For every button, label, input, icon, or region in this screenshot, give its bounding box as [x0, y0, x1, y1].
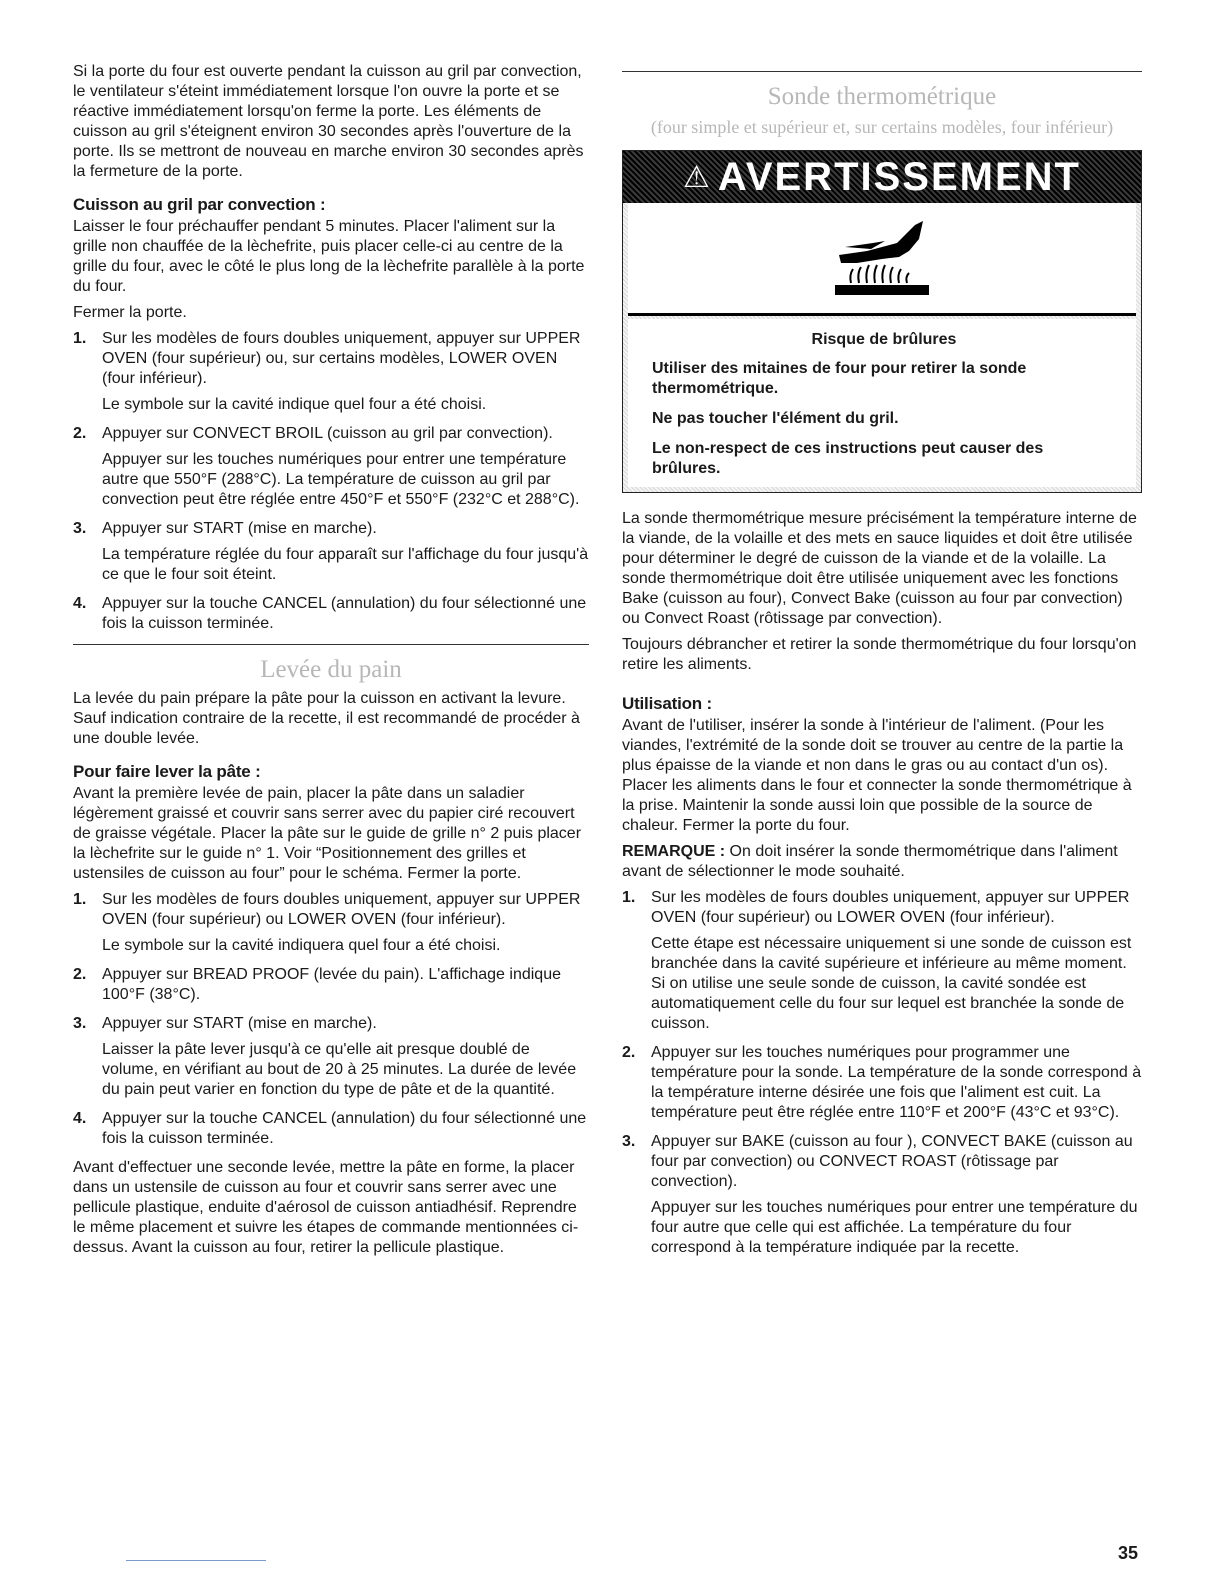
- step-number: 2.: [73, 425, 87, 442]
- list-item: [73, 519, 589, 585]
- warning-pictogram: [628, 203, 1136, 316]
- warning-banner-label: AVERTISSEMENT: [717, 154, 1081, 199]
- probe-title: Sonde thermométrique: [767, 83, 997, 110]
- step-subtext: Le symbole sur la cavité indiquera quel four a été choisi.: [102, 937, 501, 954]
- list-item: [73, 424, 589, 510]
- step-subtext: Cette étape est nécessaire uniquement si une sonde de cuisson est branchée dans la cavité supérieure et inférieure au même moment. Si on utilise une seule sonde de cuisson, la cavité sondée est automatiquement celle du four sur lequel est branchée la sonde de cuisson.: [651, 935, 1132, 1032]
- step-number: 4.: [73, 1110, 87, 1127]
- list-item: [73, 1014, 589, 1100]
- intro-paragraph: Si la porte du four est ouverte pendant la cuisson au gril par convection, le ventilateur s'éteint immédiatement lorsque l'on ouvre la porte et se réactive immédiatement lorsqu'on ferme la porte. Les éléments de cuisson au gril s'éteignent environ 30 secondes après l'ouverture de la porte. Ils se mettront de nouveau en marche environ 30 secondes après la fermeture de la porte.: [73, 63, 584, 180]
- step-subtext: Laisser la pâte lever jusqu'à ce qu'elle ait presque doublé de volume, en vérifiant au bout de 20 à 25 minutes. La durée de levée du pain peut varier en fonction du type de pâte et de la quantité.: [102, 1041, 577, 1098]
- warning-line: Ne pas toucher l'élément du gril.: [652, 410, 899, 427]
- step-number: 1.: [622, 889, 636, 906]
- step-number: 3.: [73, 520, 87, 537]
- section-divider: [622, 71, 1142, 72]
- step-number: 3.: [73, 1015, 87, 1032]
- remark-text: On doit insérer la sonde thermométrique dans l'aliment avant de sélectionner le mode souhaité.: [622, 843, 1118, 880]
- step-number: 1.: [73, 330, 87, 347]
- list-item: [622, 888, 1142, 1034]
- step-number: 2.: [622, 1044, 636, 1061]
- warning-risk-heading: Risque de brûlures: [811, 331, 957, 348]
- section-divider: [73, 644, 589, 645]
- bread-intro-paragraph: La levée du pain prépare la pâte pour la cuisson en activant la levure. Sauf indication contraire de la recette, il est recommandé de procéder à une double levée.: [73, 690, 580, 747]
- warning-line: Le non-respect de ces instructions peut causer des brûlures.: [652, 440, 1044, 477]
- step-text: Appuyer sur BAKE (cuisson au four ), CONVECT BAKE (cuisson au four par convection) ou CONVECT ROAST (rôtissage par convection).: [651, 1133, 1133, 1190]
- list-item: [73, 329, 589, 415]
- step-text: Sur les modèles de fours doubles uniquement, appuyer sur UPPER OVEN (four supérieur) ou, sur certains modèles, LOWER OVEN (four inférieur).: [102, 330, 581, 387]
- use-heading: Utilisation :: [622, 694, 712, 713]
- probe-paragraph: La sonde thermométrique mesure précisément la température interne de la viande, de la volaille et des mets en sauce liquides et doit être utilisée pour déterminer le degré de cuisson de la viande et de la volaille. La sonde thermométrique doit être utilisée uniquement avec les fonctions Bake (cuisson au four), Convect Bake (cuisson au four par convection) ou Convect Roast (rôtissage par convection).: [622, 510, 1137, 627]
- close-door-paragraph: Fermer la porte.: [73, 304, 187, 321]
- probe-subtitle: (four simple et supérieur et, sur certains modèles, four inférieur): [650, 117, 1114, 137]
- step-subtext: La température réglée du four apparaît sur l'affichage du four jusqu'à ce que le four soit éteint.: [102, 546, 589, 583]
- burn-hazard-icon: [827, 213, 937, 303]
- use-steps: [622, 888, 1142, 1258]
- step-text: Appuyer sur CONVECT BROIL (cuisson au gril par convection).: [102, 425, 553, 442]
- step-subtext: Le symbole sur la cavité indique quel four a été choisi.: [102, 396, 487, 413]
- left-column: [73, 62, 589, 1258]
- warning-text-area: [628, 319, 1136, 487]
- convect-broil-heading: Cuisson au gril par convection :: [73, 195, 326, 214]
- probe-paragraph: Toujours débrancher et retirer la sonde thermométrique du four lorsqu'on retire les aliments.: [622, 636, 1137, 673]
- bread-proof-paragraph: Avant la première levée de pain, placer la pâte dans un saladier légèrement graissé et couvrir sans serrer avec du papier ciré recouvert de graisse végétale. Placer la pâte sur le guide de grille n° 2 puis placer la lèchefrite sur le guide n° 1. Voir “Positionnement des grilles et ustensiles de cuisson au four” pour le schéma. Fermer la porte.: [73, 785, 582, 882]
- step-text: Appuyer sur START (mise en marche).: [102, 520, 377, 537]
- step-number: 1.: [73, 891, 87, 908]
- bread-proof-steps: [73, 890, 589, 1149]
- page-number: 35: [1118, 1543, 1139, 1563]
- use-paragraph: Avant de l'utiliser, insérer la sonde à l'intérieur de l'aliment. (Pour les viandes, l'extrémité de la sonde doit se trouver au centre de la partie la plus épaisse de la viande et non dans le gras ou au contact d'un os). Placer les aliments dans le four et connecter la sonde thermométrique à la prise. Maintenir la sonde aussi loin que possible de la source de chaleur. Fermer la porte du four.: [622, 717, 1132, 834]
- step-text: Appuyer sur START (mise en marche).: [102, 1015, 377, 1032]
- warning-line: Utiliser des mitaines de four pour retirer la sonde thermométrique.: [652, 360, 1027, 397]
- step-text: Appuyer sur les touches numériques pour programmer une température pour la sonde. La température de la sonde correspond à la température interne désirée une fois que l'aliment est cuit. La température peut être réglée entre 110°F et 200°F (43°C et 93°C).: [651, 1044, 1142, 1121]
- step-text: Appuyer sur la touche CANCEL (annulation) du four sélectionné une fois la cuisson terminée.: [102, 1110, 587, 1147]
- warning-banner: [623, 151, 1141, 203]
- step-text: Appuyer sur la touche CANCEL (annulation) du four sélectionné une fois la cuisson terminée.: [102, 595, 587, 632]
- convect-broil-paragraph: Laisser le four préchauffer pendant 5 minutes. Placer l'aliment sur la grille non chauffée de la lèchefrite, puis placer celle-ci au centre de la grille du four, avec le côté le plus long de la lèchefrite parallèle à la porte du four.: [73, 218, 585, 295]
- step-subtext: Appuyer sur les touches numériques pour entrer une température du four autre que celle qui est affichée. La température du four correspond à la température indiquée par la recette.: [651, 1199, 1138, 1256]
- step-subtext: Appuyer sur les touches numériques pour entrer une température autre que 550°F (288°C). La température de cuisson au gril par convection peut être réglée entre 450°F et 550°F (232°C et 288°C).: [102, 451, 580, 508]
- step-text: Appuyer sur BREAD PROOF (levée du pain). L'affichage indique 100°F (38°C).: [102, 966, 561, 1003]
- list-item: [73, 1109, 589, 1149]
- step-text: Sur les modèles de fours doubles uniquement, appuyer sur UPPER OVEN (four supérieur) ou LOWER OVEN (four inférieur).: [651, 889, 1130, 926]
- step-number: 4.: [73, 595, 87, 612]
- remark-label: REMARQUE :: [622, 843, 726, 860]
- bread-outro-paragraph: Avant d'effectuer une seconde levée, mettre la pâte en forme, la placer dans un ustensile de cuisson au four et couvrir sans serrer avec une pellicule plastique, enduite d'aérosol de cuisson antiadhésif. Reprendre le même placement et suivre les étapes de commande mentionnées ci-dessus. Avant la cuisson au four, retirer la pellicule plastique.: [73, 1159, 579, 1256]
- right-column: [622, 62, 1142, 1267]
- list-item: [73, 965, 589, 1005]
- remark-paragraph: [622, 842, 1142, 882]
- warning-triangle-icon: ⚠: [683, 160, 712, 194]
- warning-box: [622, 150, 1142, 493]
- list-item: [622, 1043, 1142, 1123]
- step-number: 3.: [622, 1133, 636, 1150]
- list-item: [73, 890, 589, 956]
- bread-proof-title: Levée du pain: [260, 656, 402, 683]
- convect-broil-steps: [73, 329, 589, 634]
- list-item: [622, 1132, 1142, 1258]
- footer-line: [126, 1560, 266, 1561]
- step-number: 2.: [73, 966, 87, 983]
- step-text: Sur les modèles de fours doubles uniquement, appuyer sur UPPER OVEN (four supérieur) ou LOWER OVEN (four inférieur).: [102, 891, 581, 928]
- bread-proof-heading: Pour faire lever la pâte :: [73, 762, 261, 781]
- list-item: [73, 594, 589, 634]
